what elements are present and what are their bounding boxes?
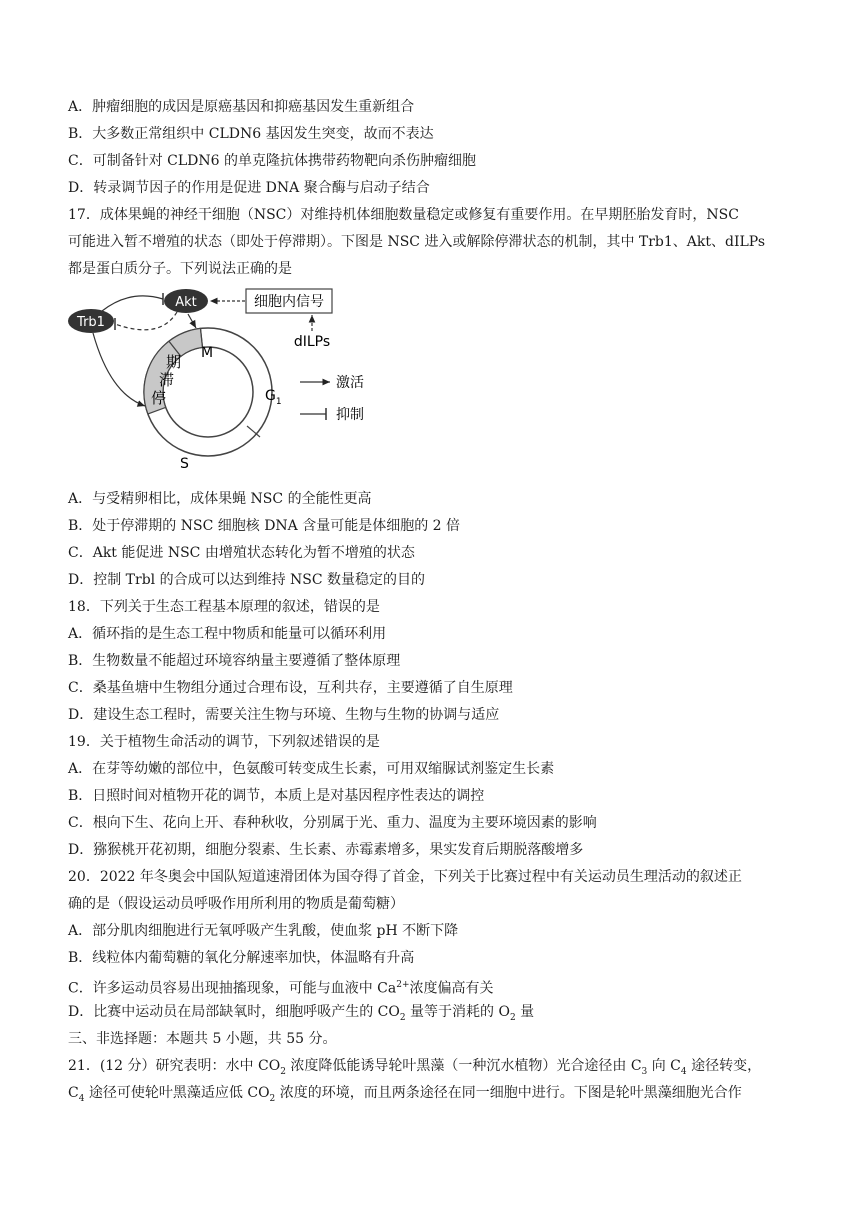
legend-activate-label: 激活 xyxy=(336,375,364,391)
akt-label: Akt xyxy=(175,295,197,310)
q16-option-b: B．大多数正常组织中 CLDN6 基因发生突变，故而不表达 xyxy=(68,126,434,142)
akt-to-m-arrow xyxy=(188,314,196,328)
q17-option-b: B．处于停滞期的 NSC 细胞核 DNA 含量可能是体细胞的 2 倍 xyxy=(68,518,461,534)
q19-option-c: C．根向下生、花向上开、春种秋收，分别属于光、重力、温度为主要环境因素的影响 xyxy=(68,815,597,831)
q18-option-c: C．桑基鱼塘中生物组分通过合理布设，互利共存，主要遵循了自生原理 xyxy=(68,680,513,696)
q18-option-d: D．建设生态工程时，需要关注生物与环境、生物与生物的协调与适应 xyxy=(68,707,500,723)
q20-stem-line1: 20．2022 年冬奥会中国队短道速滑团体为国夺得了首金，下列关于比赛过程中有关运动员生理活动的叙述正 xyxy=(68,869,742,885)
q19-stem: 19．关于植物生命活动的调节，下列叙述错误的是 xyxy=(68,734,380,750)
dilps-label: dILPs xyxy=(293,334,331,350)
q20-option-b: B．线粒体内葡萄糖的氧化分解速率加快，体温略有升高 xyxy=(68,950,415,966)
q17-option-d: D．控制 Trbl 的合成可以达到维持 NSC 数量稳定的目的 xyxy=(68,572,426,588)
trb1-inhibits-akt xyxy=(102,296,163,311)
m-phase-label: M xyxy=(201,345,214,361)
q21-line2: $C_4$ 途径可使轮叶黑藻适应低 $CO_2$ 浓度的环境，而且两条途径在同一细胞中进行。下图是轮叶黑藻细胞光合作 xyxy=(68,1085,742,1104)
q19-option-d: D．猕猴桃开花初期，细胞分裂素、生长素、赤霉素增多，果实发育后期脱落酸增多 xyxy=(68,842,584,858)
q21-line1: 21．(12 分）研究表明：水中 $CO_2$ 浓度降低能诱导轮叶黑藻（一种沉水植物）光合途径由 $C_3$ 向 $C_4$ 途径转变， xyxy=(68,1058,762,1077)
q18-stem: 18．下列关于生态工程基本原理的叙述，错误的是 xyxy=(68,599,380,615)
legend-inhibit-label: 抑制 xyxy=(336,407,364,423)
q20-option-a: A．部分肌肉细胞进行无氧呼吸产生乳酸，使血浆 pH 不断下降 xyxy=(68,923,459,939)
q20-stem-line2: 确的是（假设运动员呼吸作用所利用的物质是葡萄糖） xyxy=(68,896,404,912)
arrest-label-3: 停 xyxy=(151,389,167,407)
section3-heading: 三、非选择题：本题共 5 小题，共 55 分。 xyxy=(68,1031,337,1047)
trb1-label: Trb1 xyxy=(77,315,105,330)
q18-option-b: B．生物数量不能超过环境容纳量主要遵循了整体原理 xyxy=(68,653,401,669)
q16-option-c: C．可制备针对 CLDN6 的单克隆抗体携带药物靶向杀伤肿瘤细胞 xyxy=(68,153,477,169)
trb1-to-arrest-arrow xyxy=(93,333,145,406)
q16-option-d: D．转录调节因子的作用是促进 DNA 聚合酶与启动子结合 xyxy=(68,180,430,196)
q19-option-a: A．在芽等幼嫩的部位中，色氨酸可转变成生长素，可用双缩脲试剂鉴定生长素 xyxy=(68,761,555,777)
arrest-label-1: 期 xyxy=(166,353,182,371)
q17-option-a: A．与受精卵相比，成体果蝇 NSC 的全能性更高 xyxy=(68,491,372,507)
q16-option-a: A．肿瘤细胞的成因是原癌基因和抑癌基因发生重新组合 xyxy=(68,99,415,115)
q20-option-c: C．许多运动员容易出现抽搐现象，可能与血液中 $Ca^{2+}$浓度偏高有关 xyxy=(68,980,494,997)
q19-option-b: B．日照时间对植物开花的调节，本质上是对基因程序性表达的调控 xyxy=(68,788,485,804)
q20-option-d: D．比赛中运动员在局部缺氧时，细胞呼吸产生的 $CO_2$ 量等于消耗的 $O_2$ 量 xyxy=(68,1004,535,1023)
s-phase-label: S xyxy=(180,456,189,472)
q17-stem-line3: 都是蛋白质分子。下列说法正确的是 xyxy=(68,261,292,277)
signal-box-label: 细胞内信号 xyxy=(254,294,324,310)
q17-stem-line2: 可能进入暂不增殖的状态（即处于停滞期）。下图是 NSC 进入或解除停滞状态的机制，其中 Trb1、Akt、dILPs xyxy=(68,234,766,250)
q17-option-c: C．Akt 能促进 NSC 由增殖状态转化为暂不增殖的状态 xyxy=(68,545,415,561)
arrest-label-2: 滞 xyxy=(159,371,175,389)
nsc-cell-cycle-diagram xyxy=(60,284,400,484)
q17-stem-line1: 17．成体果蝇的神经干细胞（NSC）对维持机体细胞数量稳定或修复有重要作用。在早期胚胎发育时，NSC xyxy=(68,207,739,223)
akt-inhibits-trb1 xyxy=(115,312,177,330)
q18-option-a: A．循环指的是生态工程中物质和能量可以循环利用 xyxy=(68,626,387,642)
g1-phase-label: $G_1$ xyxy=(265,388,282,407)
